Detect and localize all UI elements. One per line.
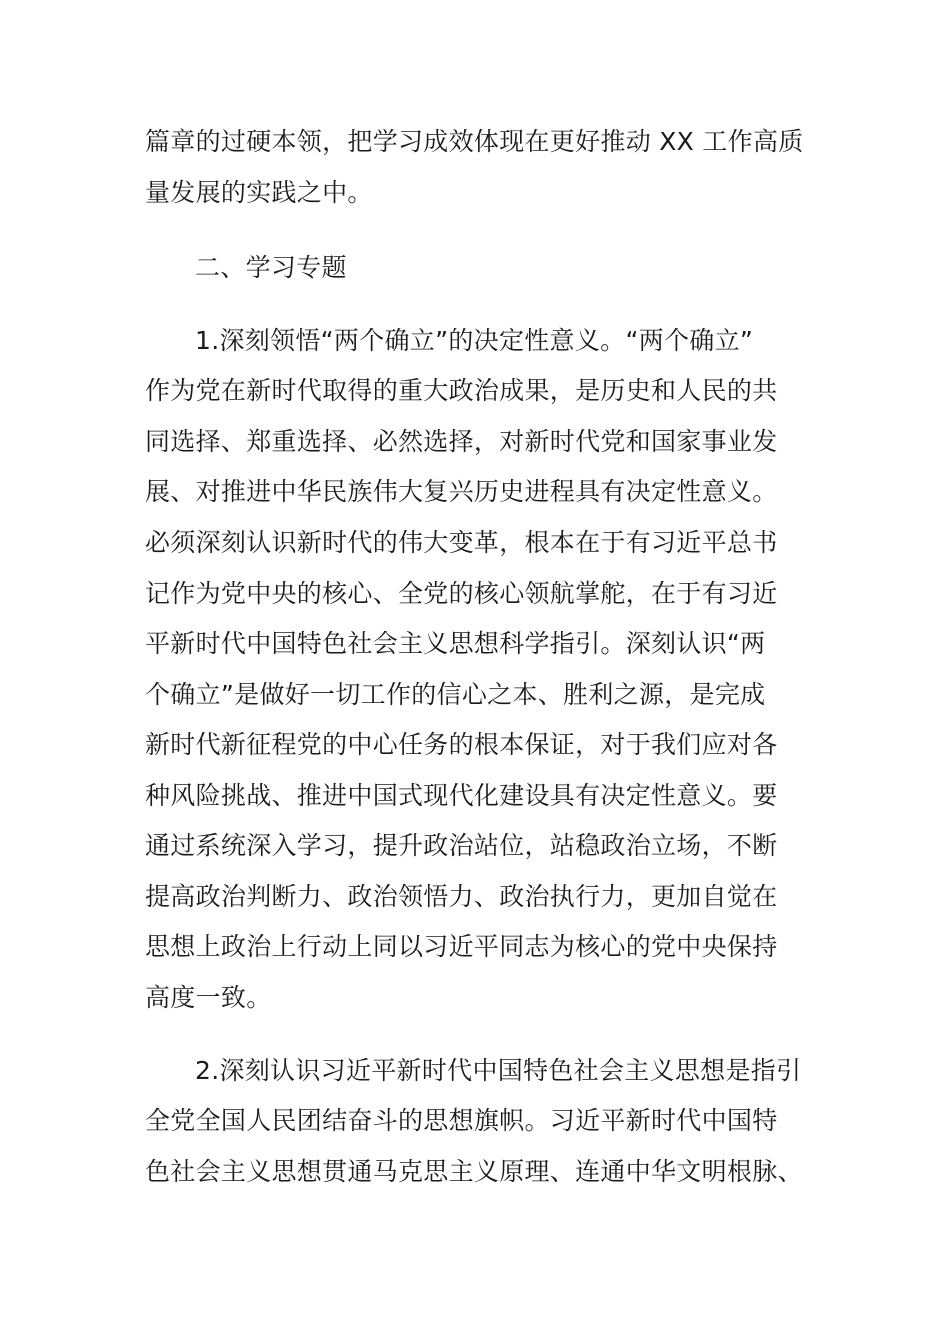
text-line: 平新时代中国特色社会主义思想科学指引。深刻认识“两 (145, 629, 766, 658)
text-line: 提高政治判断力、政治领悟力、政治执行力，更加自觉在 (145, 882, 778, 911)
text-line: 篇章的过硬本领，把学习成效体现在更好推动 XX 工作高质 (145, 127, 804, 156)
text-line: 记作为党中央的核心、全党的核心领航掌舵，在于有习近 (145, 579, 778, 608)
text-line: 通过系统深入学习，提升政治站位，站稳政治立场，不断 (145, 831, 778, 860)
text-line: 新时代新征程党的中心任务的根本保证，对于我们应对各 (145, 730, 778, 759)
text-line: 种风险挑战、推进中国式现代化建设具有决定性意义。要 (145, 781, 778, 810)
text-line: 全党全国人民团结奋斗的思想旗帜。习近平新时代中国特 (145, 1106, 778, 1135)
section-heading: 二、学习专题 (195, 253, 347, 282)
text-line: 个确立”是做好一切工作的信心之本、胜利之源，是完成 (145, 680, 766, 709)
text-line: 必须深刻认识新时代的伟大变革，根本在于有习近平总书 (145, 528, 778, 557)
text-line: 色社会主义思想贯通马克思主义原理、连通中华文明根脉、 (145, 1157, 803, 1186)
text-line: 2.深刻认识习近平新时代中国特色社会主义思想是指引 (195, 1056, 802, 1085)
text-line: 作为党在新时代取得的重大政治成果，是历史和人民的共 (145, 376, 778, 405)
text-line: 思想上政治上行动上同以习近平同志为核心的党中央保持 (145, 932, 778, 961)
text-line: 同选择、郑重选择、必然选择，对新时代党和国家事业发 (145, 427, 778, 456)
text-line: 展、对推进中华民族伟大复兴历史进程具有决定性意义。 (145, 477, 778, 506)
text-line: 1.深刻领悟“两个确立”的决定性意义。“两个确立” (195, 326, 754, 355)
text-line: 量发展的实践之中。 (145, 178, 373, 207)
text-line: 高度一致。 (145, 983, 272, 1012)
